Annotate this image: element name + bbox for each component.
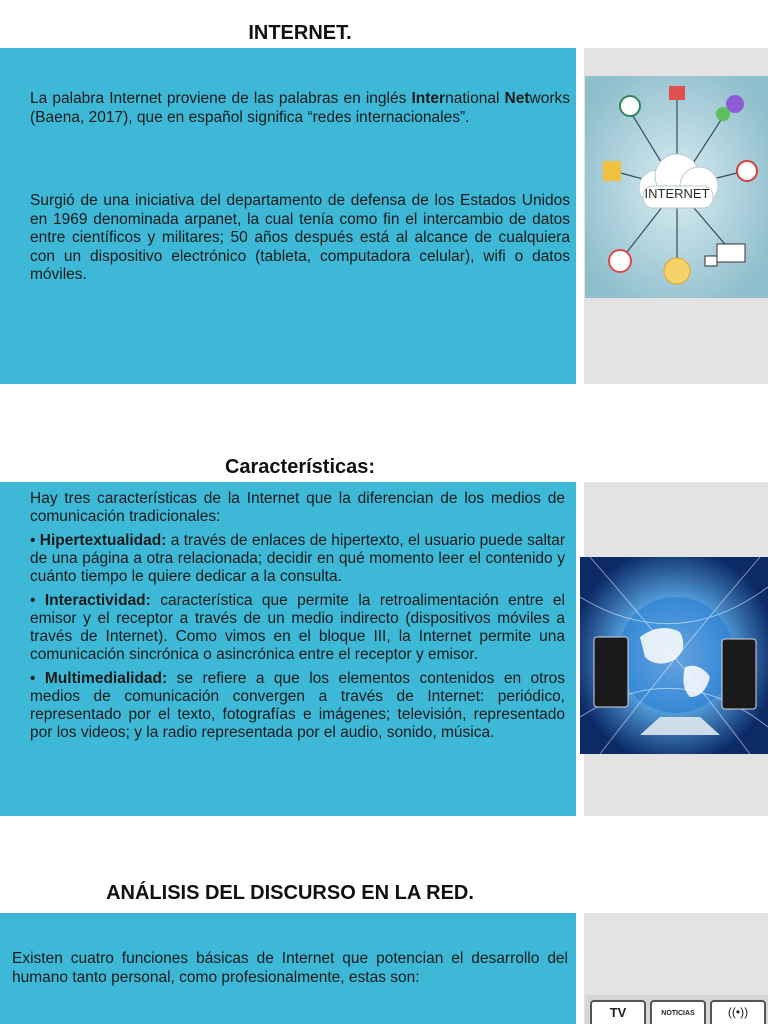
origin-text-pre: La palabra Internet proviene de las palabras en inglés	[30, 90, 412, 107]
caracteristicas-intro: Hay tres características de la Internet que la diferencian de los medios de comunicación tradicionales:	[30, 490, 565, 525]
internet-paragraph-history: Surgió de una iniciativa del departamento de defensa de los Estados Unidos en 1969 denominada arpanet, la cual tenía como fin el intercambio de datos entre científicos y militares; 50 años después está al alcance de cualquiera con un dispositivo electrónico (tableta, computadora celular), wifi o datos móviles.	[30, 192, 570, 283]
bullet-text: característica que permite la retroalimentación entre el emisor y el receptor a través de un medio indirecto (dispositivos móviles a través de Internet). Como vimos en el bloque III, la Internet permite una comunicación sincrónica o asincrónica entre el receptor y emisor.	[30, 592, 565, 663]
origin-text-mid: national	[445, 90, 505, 107]
tv-label: TV	[609, 1005, 627, 1020]
globe-network-image	[580, 557, 768, 754]
list-item	[30, 532, 565, 586]
bullet-mark: •	[30, 670, 45, 687]
bullet-text: a través de enlaces de hipertexto, el usuario puede saltar de una página a otra relacionada; decidir en qué momento leer el contenido y cuánto tiempo le quiere dedicar a la consulta.	[30, 532, 565, 585]
newspaper-label: NOTICIAS	[661, 1010, 695, 1017]
internet-cloud-label: INTERNET	[644, 186, 710, 201]
section-title-caracteristicas: Características:	[224, 456, 376, 478]
radio-icon	[710, 1000, 766, 1024]
analisis-paragraph: Existen cuatro funciones básicas de Internet que potencian el desarrollo del humano tanto personal, como profesionalmente, estas son:	[12, 950, 568, 986]
list-item	[30, 592, 565, 664]
bullet-text: se refiere a que los elementos contenidos en otros medios de comunicación convergen a través de Internet: periódico, representado por el texto, fotografías e imágenes; televisión, representado por los videos; y la radio representada por el audio, sonido, música.	[30, 670, 566, 741]
list-item	[30, 670, 565, 742]
radio-label: ((•))	[727, 1005, 749, 1019]
network-illustration	[585, 76, 768, 298]
section-title-internet: INTERNET.	[248, 22, 352, 44]
media-icons-image	[585, 995, 768, 1024]
tv-icon	[590, 1000, 646, 1024]
bullet-mark: •	[30, 532, 40, 549]
internet-paragraph-origin	[30, 90, 570, 127]
origin-bold-net: Net	[504, 90, 530, 107]
newspaper-icon	[650, 1000, 706, 1024]
globe-illustration	[580, 557, 768, 754]
bullet-term: Multimedialidad:	[44, 670, 168, 687]
origin-bold-inter: Inter	[411, 90, 446, 107]
bullet-mark: •	[30, 592, 45, 609]
origin-text-post: works (Baena, 2017), que en español significa “redes internacionales”.	[30, 90, 570, 126]
bullet-term: Hipertextualidad:	[39, 532, 167, 549]
caracteristicas-content	[30, 490, 565, 742]
bullet-term: Interactividad:	[44, 592, 151, 609]
section-title-analisis: ANÁLISIS DEL DISCURSO EN LA RED.	[106, 882, 474, 904]
internet-network-image	[585, 76, 768, 298]
